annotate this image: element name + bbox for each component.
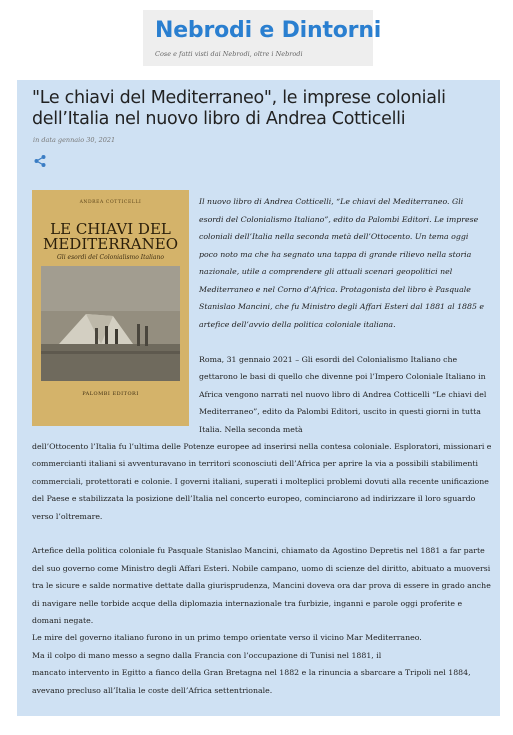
site-description: Cose e fatti visti dai Nebrodi, oltre i Nebrodi bbox=[155, 50, 303, 58]
post-container bbox=[17, 80, 500, 716]
post-date: in data gennaio 30, 2021 bbox=[33, 136, 116, 144]
book-cover-image[interactable] bbox=[32, 190, 189, 426]
site-title[interactable]: Nebrodi e Dintorni bbox=[155, 18, 382, 43]
book-cover-title: LE CHIAVI DEL MEDITERRANEO bbox=[42, 220, 178, 253]
book-cover-subtitle: Gli esordi del Colonialismo Italiano bbox=[56, 254, 164, 261]
book-cover-author: ANDREA COTTICELLI bbox=[79, 200, 142, 205]
paragraph-spacer bbox=[32, 525, 492, 542]
blog-header bbox=[143, 10, 382, 66]
book-cover-photo bbox=[41, 266, 180, 381]
article-paragraph-2: Artefice della politica coloniale fu Pasquale Stanislao Mancini, chiamato da Agostino Depretis nel 1881 a far parte del suo governo come Ministro degli Affari Esteri. Nobile campano, uomo di scienze del diritto, abituato a muoversi tra le sicure e salde normative dettate dalla giurisprudenza, Mancini doveva ora dar prova di essere in grado anche di navigare nelle torbide acque della diplomazia internazionale tra furbizie, inganni e parole oggi proferite e domani negate. bbox=[32, 546, 491, 626]
article-lead: Il nuovo libro di Andrea Cotticelli, “Le chiavi del Mediterraneo. Gli esordi del Colonialismo Italiano”, edito da Palombi Editori. Le imprese coloniali dell’Italia nella seconda metà dell’Ottocento. Un tema oggi poco noto ma che ha segnato una tappa di grande rilievo nella storia nazionale, utile a comprendere gli attuali scenari geopolitici nel Mediterraneo e nel Corno d’Africa. Protagonista del libro è Pasquale Stanislao Mancini, che fu Ministro degli Affari Esteri dal 1881 al 1885 e artefice dell’avvio della politica coloniale italiana. bbox=[199, 197, 485, 329]
share-icon[interactable] bbox=[33, 153, 47, 167]
article-body bbox=[32, 438, 492, 699]
article-paragraph-5: mancato intervento in Egitto a fianco della Gran Bretagna nel 1882 e la rinuncia a sbarcare a Tripoli nel 1884, avevano precluso all’Italia le coste dell’Africa settentrionale. bbox=[32, 668, 471, 695]
article-paragraph-3: Le mire del governo italiano furono in un primo tempo orientate verso il vicino Mar Mediterraneo. bbox=[32, 633, 422, 643]
post-title[interactable]: "Le chiavi del Mediterraneo", le imprese coloniali dell’Italia nel nuovo libro di Andrea Cotticelli bbox=[32, 88, 446, 129]
book-cover-publisher: PALOMBI EDITORI bbox=[82, 391, 139, 397]
article-paragraph-4: Ma il colpo di mano messo a segno dalla Francia con l’occupazione di Tunisi nel 1881, il bbox=[32, 650, 382, 660]
article-paragraph-1-continued: dell’Ottocento l’Italia fu l’ultima delle Potenze europee ad inserirsi nella contesa coloniale. Esploratori, missionari e commercianti italiani si avventuravano in territori sconosciuti dell’Africa per aprire la via a possibili stabilimenti commerciali, protettorati e colonie. I governi italiani, superati i molteplici problemi dovuti alla recente unificazione del Paese e stabilizzata la posizione dell’Italia nel concerto europeo, cominciarono ad indirizzare il loro sguardo verso l’oltremare. bbox=[32, 442, 492, 521]
article-paragraph-1: Roma, 31 gennaio 2021 – Gli esordi del Colonialismo Italiano che gettarono le basi di quello che divenne poi l’Impero Coloniale Italiano in Africa vengono narrati nel nuovo libro di Andrea Cotticelli “Le chiavi del Mediterraneo”, edito da Palombi Editori, uscito in questi giorni in tutta Italia. Nella seconda metà bbox=[199, 355, 487, 434]
